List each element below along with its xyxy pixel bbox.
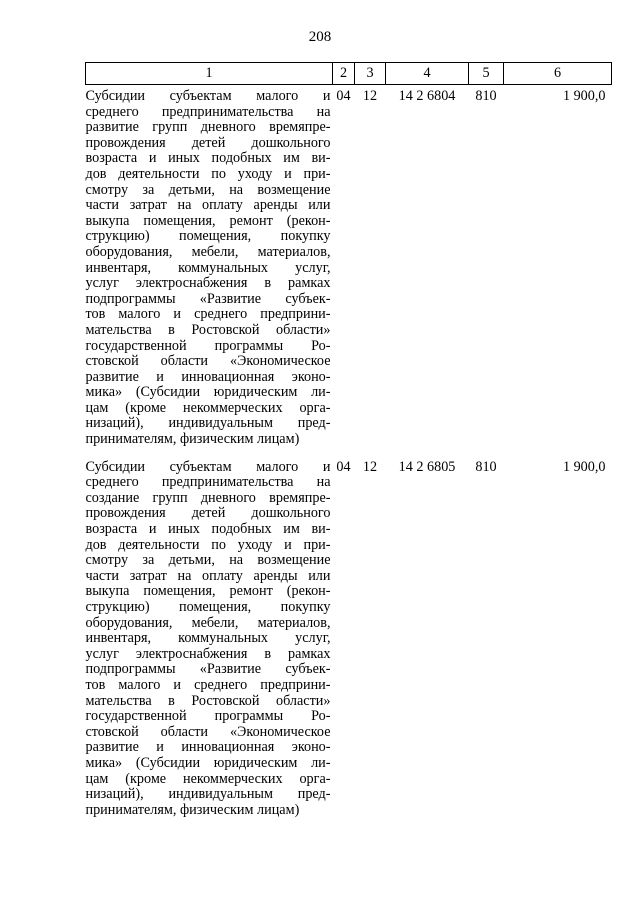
description-line: среднего предпринимательства на [85,103,331,120]
description-line: государственной программы Ро- [85,337,331,354]
header-row [86,63,612,85]
row-section-code: 04 [336,458,351,475]
table-row [86,448,612,819]
description-line: смотру за детьми, на возмещение [85,552,331,569]
description-line: создание групп дневного времяпре- [85,489,331,506]
description-line: струкцию) помещения, покупку [85,228,331,245]
description-line: низаций), индивидуальным пред- [85,786,331,803]
description-line: принимателям, физическим лицам) [85,801,300,818]
row-amount: 1 900,0 [562,458,606,475]
description-line: развитие и инновационная эконо- [85,739,331,756]
description-line: оборудования, мебели, материалов, [85,243,331,260]
budget-table [85,62,612,818]
description-line: тов малого и среднего предприни- [85,676,331,693]
description-line: инвентаря, коммунальных услуг, [85,259,331,276]
description-line: развитие групп дневного времяпре- [85,119,331,136]
row-expense-type: 810 [475,88,497,104]
header-col-2: 2 [333,63,355,85]
description-line: оборудования, мебели, материалов, [85,614,331,631]
header-col-4: 4 [386,63,469,85]
description-line: подпрограммы «Развитие субъек- [85,290,331,307]
description-line: цам (кроме некоммерческих орга- [85,770,331,787]
description-line: провождения детей дошкольного [85,505,331,522]
description-line: государственной программы Ро- [85,708,331,725]
row-amount: 1 900,0 [562,88,606,104]
row-expense-type: 810 [475,458,497,475]
description-line: мательства в Ростовской области» [85,692,331,709]
row-subsection-code: 12 [362,458,378,475]
description-line: инвентаря, коммунальных услуг, [85,630,331,647]
description-line: смотру за детьми, на возмещение [85,181,331,198]
description-line: выкупа помещения, ремонт (рекон- [85,212,331,229]
description-line: развитие и инновационная эконо- [85,368,331,385]
header-col-5: 5 [469,63,504,85]
description-line: струкцию) помещения, покупку [85,599,331,615]
description-line: мика» (Субсидии юридическим ли- [85,754,331,771]
description-line: тов малого и среднего предприни- [85,306,331,323]
page-number: 208 [308,29,332,45]
description-line: провождения детей дошкольного [85,134,331,151]
description-line: выкупа помещения, ремонт (рекон- [85,583,331,600]
description-line: Субсидии субъектам малого и [85,88,331,104]
row-description [86,448,333,819]
description-line: дов деятельности по уходу и при- [85,165,331,182]
description-line: части затрат на оплату аренды или [85,567,331,584]
description-line: мательства в Ростовской области» [85,321,331,338]
row-section-code: 04 [336,88,351,104]
description-line: принимателям, физическим лицам) [85,431,300,448]
row-subsection-code: 12 [362,88,378,104]
description-line: дов деятельности по уходу и при- [85,536,331,553]
description-line: стовской области «Экономическое [85,723,331,740]
table-row [86,85,612,448]
description-line: подпрограммы «Развитие субъек- [85,661,331,678]
description-line: среднего предпринимательства на [85,474,331,491]
header-col-1: 1 [86,63,333,85]
row-description [86,85,333,448]
header-col-3: 3 [355,63,386,85]
row-target-article: 14 2 6804 [398,88,456,104]
description-line: цам (кроме некоммерческих орга- [85,399,331,416]
description-line: возраста и иных подобных им ви- [85,521,331,538]
row-target-article: 14 2 6805 [398,458,456,475]
description-line: возраста и иных подобных им ви- [85,150,331,167]
description-line: Субсидии субъектам малого и [85,458,331,475]
description-line: услуг электроснабжения в рамках [85,645,331,662]
description-line: низаций), индивидуальным пред- [85,415,331,432]
description-line: услуг электроснабжения в рамках [85,275,331,292]
description-line: мика» (Субсидии юридическим ли- [85,384,331,401]
description-line: части затрат на оплату аренды или [85,197,331,214]
header-col-6: 6 [504,63,612,85]
description-line: стовской области «Экономическое [85,353,331,370]
